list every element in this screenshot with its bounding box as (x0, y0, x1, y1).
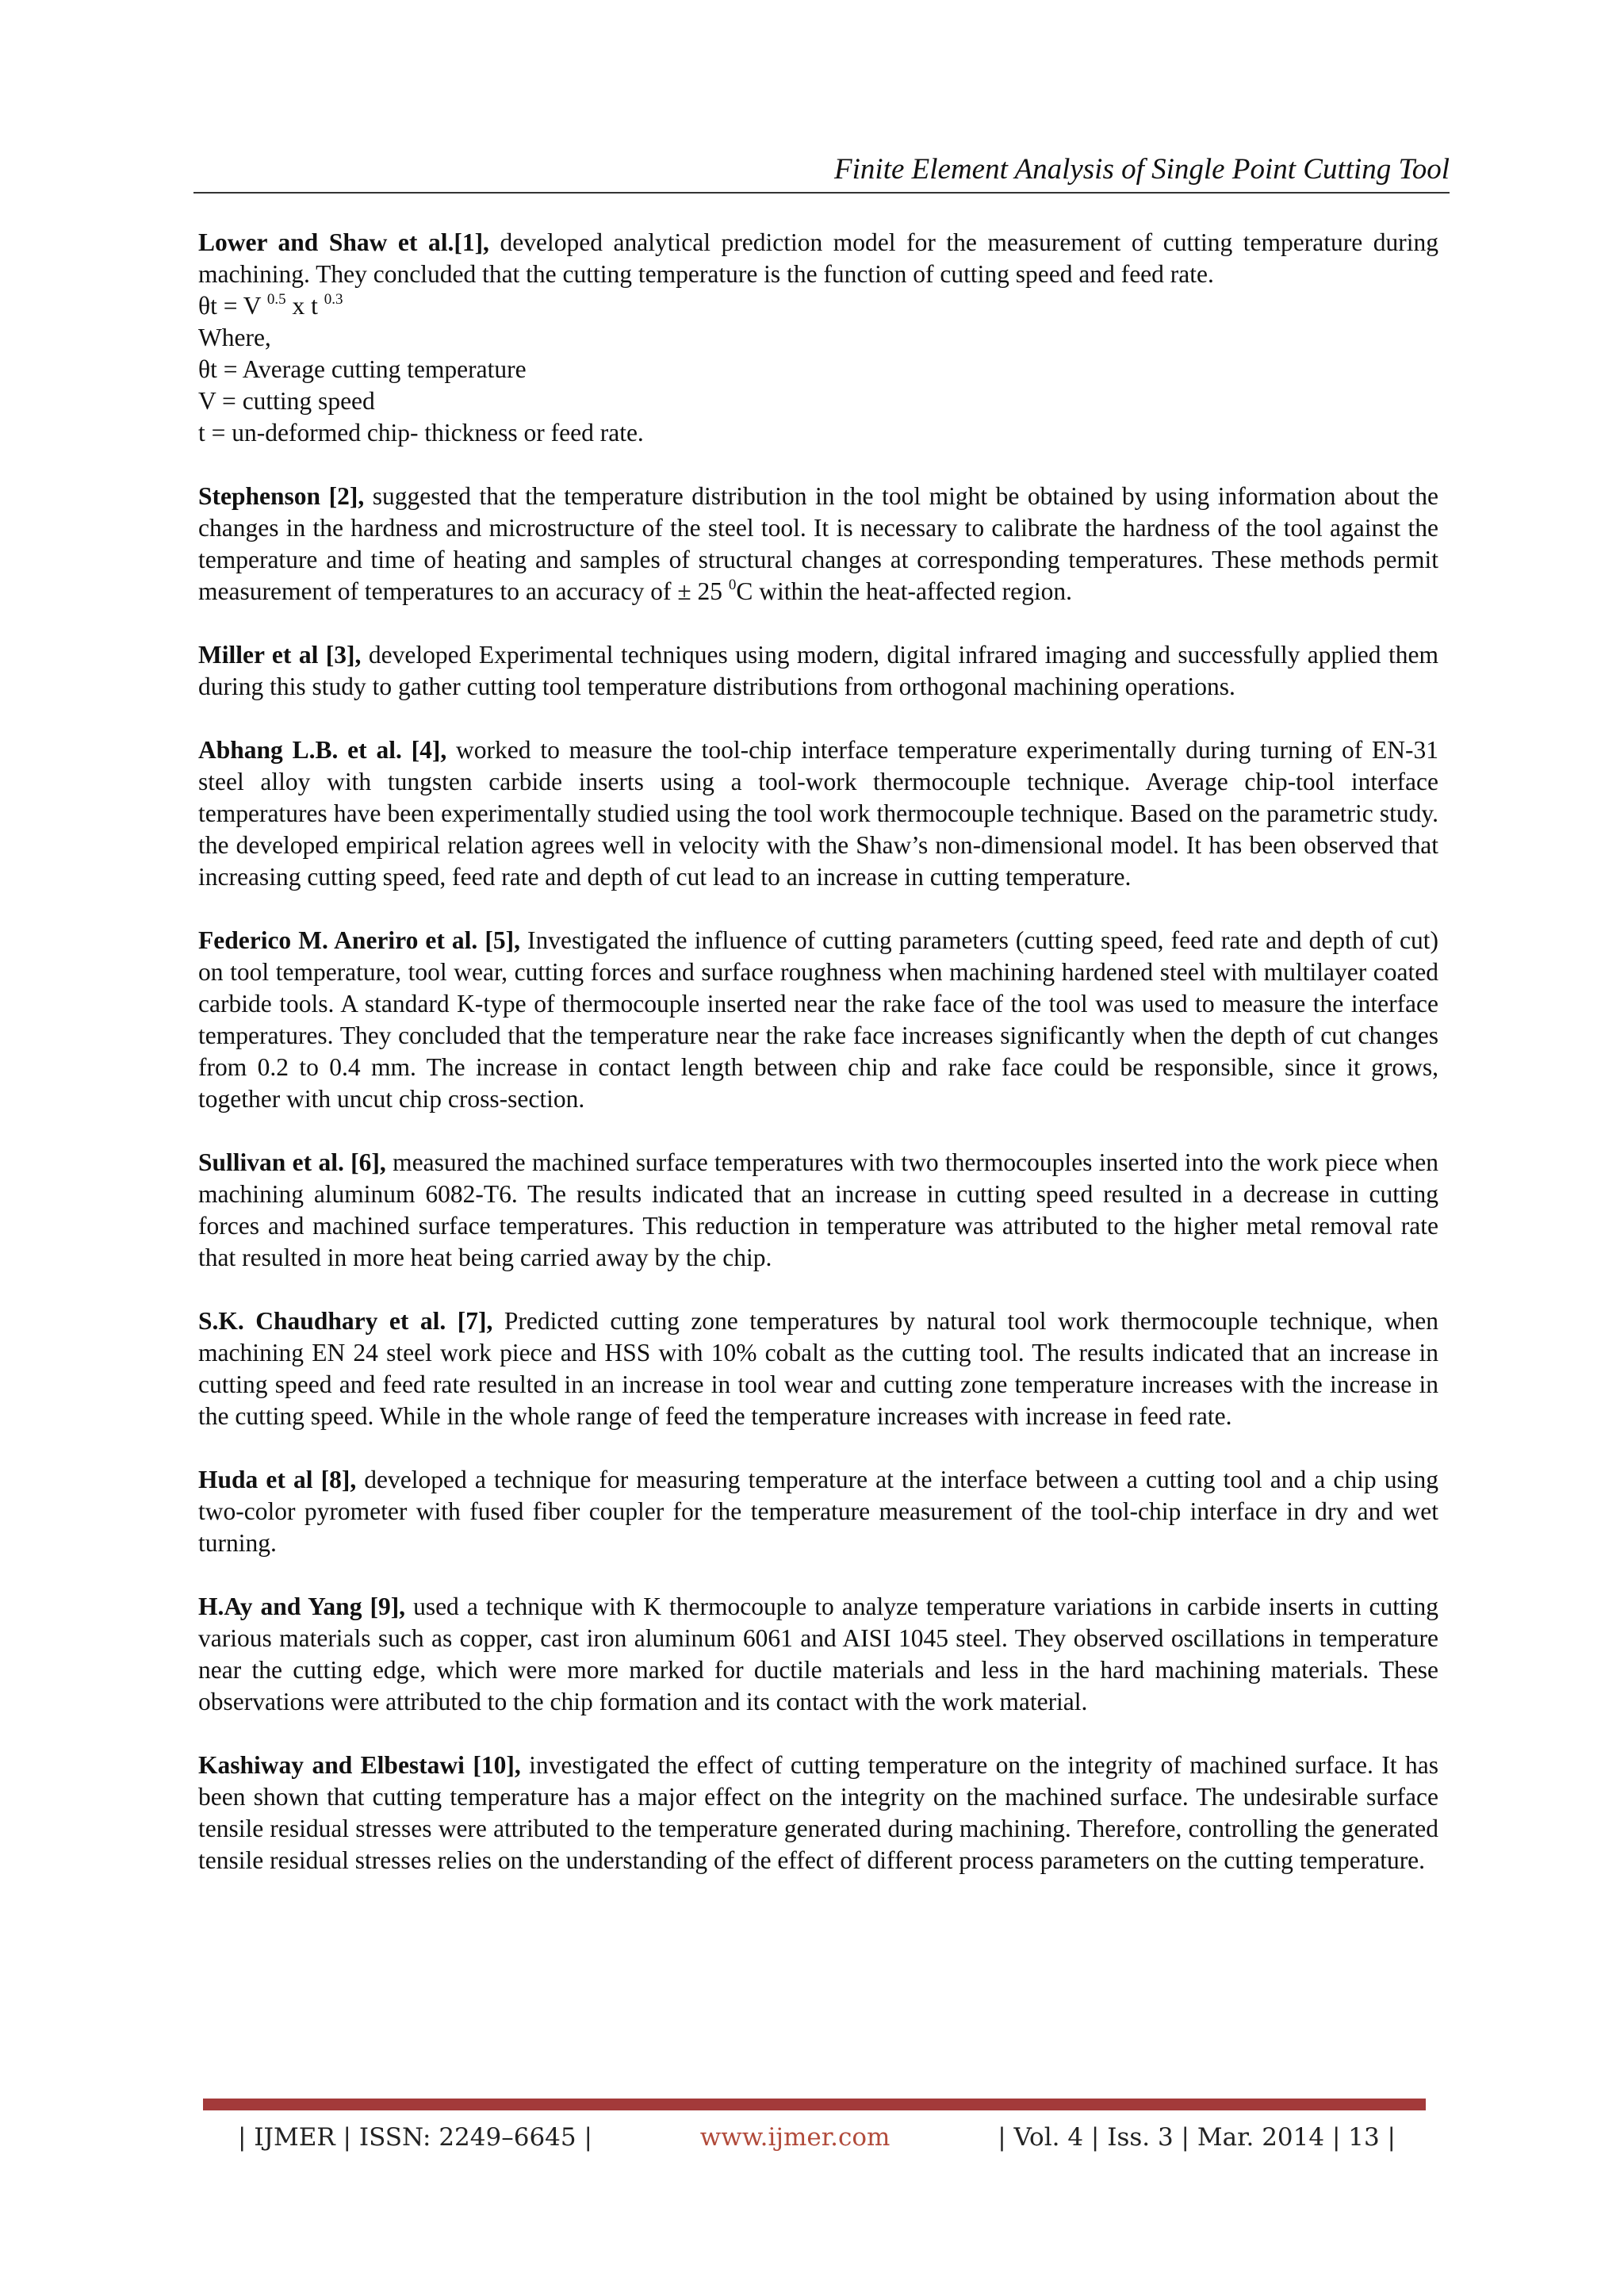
citation-lead: Kashiway and Elbestawi [10], (198, 1751, 521, 1779)
paragraph-kashiway (198, 1750, 1438, 1876)
article-body (198, 227, 1438, 1908)
running-head: Finite Element Analysis of Single Point Cutting Tool (834, 153, 1450, 186)
citation-lead: Federico M. Aneriro et al. [5], (198, 926, 520, 954)
footer-volume-issue-page: | Vol. 4 | Iss. 3 | Mar. 2014 | 13 | (998, 2123, 1396, 2152)
citation-lead: Sullivan et al. [6], (198, 1148, 386, 1176)
paragraph-text: used a technique with K thermocouple to analyze temperature variations in carbide inserts in cutting various materials such as copper, cast iron aluminum 6061 and AISI 1045 steel. They observed oscillations in temperature near the cutting edge, which were more marked for ductile materials and less in the hard machining materials. These observations were attributed to the chip formation and its contact with the work material. (198, 1593, 1438, 1715)
footer-website-link[interactable]: www.ijmer.com (699, 2123, 891, 2152)
paragraph-text: developed Experimental techniques using modern, digital infrared imaging and successfully applied them during this study to gather cutting tool temperature distributions from orthogonal machining operations. (198, 641, 1438, 700)
definition-line: t = un-deformed chip- thickness or feed rate. (198, 419, 644, 447)
paragraph-lower-shaw (198, 227, 1438, 290)
paragraph-federico (198, 925, 1438, 1115)
paragraph-text: investigated the effect of cutting temperature on the integrity of machined surface. It has been shown that cutting temperature has a major effect on the integrity on the machined surface. The undesirable surface tensile residual stresses were attributed to the temperature generated during machining. Therefore, controlling the generated tensile residual stresses relies on the understanding of the effect of different process parameters on the cutting temperature. (198, 1751, 1438, 1874)
paragraph-text: developed a technique for measuring temperature at the interface between a cutting tool and a chip using two-color pyrometer with fused fiber coupler for the temperature measurement of the tool-chip interface in dry and wet turning. (198, 1466, 1438, 1557)
exponent: 0.5 (266, 291, 286, 308)
citation-lead: Huda et al [8], (198, 1466, 357, 1493)
paragraph-stephenson: Stephenson [2], suggested that the temperature distribution in the tool might be obtained by using information about the changes in the hardness and microstructure of the steel tool. It is necessary to calibrate the hardness of the tool against the temperature and time of heating and samples of structural changes at corresponding temperatures. These methods permit measurement of temperatures to an accuracy of ± 25 $^0$C within the heat-affected region. (198, 482, 1438, 605)
paragraph-huda (198, 1464, 1438, 1559)
paragraph-text: developed analytical prediction model for the measurement of cutting temperature during machining. They concluded that the cutting temperature is the function of cutting speed and feed rate. (198, 228, 1438, 288)
paragraph-sullivan (198, 1147, 1438, 1274)
paragraph-text: measured the machined surface temperatures with two thermocouples inserted into the work piece when machining aluminum 6082-T6. The results indicated that an increase in cutting speed resulted in a decrease in cutting forces and machined surface temperatures. This reduction in temperature was attributed to the higher metal removal rate that resulted in more heat being carried away by the chip. (198, 1148, 1439, 1271)
paragraph-text: Investigated the influence of cutting parameters (cutting speed, feed rate and depth of cut) on tool temperature, tool wear, cutting forces and surface roughness when machining hardened steel with multilayer coated carbide tools. A standard K-type of thermocouple inserted near the rake face of the tool was used to measure the interface temperatures. They concluded that the temperature near the rake face increases significantly when the depth of cut changes from 0.2 to 0.4 mm. The increase in contact length between chip and rake face could be responsible, since it grows, together with uncut chip cross-section. (198, 926, 1438, 1113)
formula-block (198, 290, 1438, 449)
paragraph-abhang (198, 734, 1438, 893)
citation-lead: Lower and Shaw et al.[1], (198, 228, 489, 256)
citation-lead: H.Ay and Yang [9], (198, 1593, 406, 1620)
header-rule (193, 192, 1450, 194)
definition-line: V = cutting speed (198, 387, 375, 415)
definition-line: θt = Average cutting temperature (198, 355, 527, 383)
citation-lead: Miller et al [3], (198, 641, 362, 669)
paragraph-ay-yang (198, 1591, 1438, 1718)
paragraph-miller (198, 639, 1438, 703)
citation-lead: Stephenson [2], (198, 482, 365, 510)
footer-bar (203, 2099, 1426, 2110)
citation-lead: S.K. Chaudhary et al. [7], (198, 1307, 493, 1335)
citation-lead: Abhang L.B. et al. [4], (198, 736, 447, 764)
footer-journal-issn: | IJMER | ISSN: 2249–6645 | (238, 2123, 592, 2152)
exponent: 0.3 (324, 291, 343, 308)
where-label: Where, (198, 324, 271, 351)
page-footer (238, 2121, 1396, 2154)
paragraph-chaudhary (198, 1305, 1438, 1432)
degree-superscript: 0 (728, 577, 737, 593)
paragraph-text: Predicted cutting zone temperatures by natural tool work thermocouple technique, when machining EN 24 steel work piece and HSS with 10% cobalt as the cutting tool. The results indicated that an increase in cutting speed and feed rate resulted in an increase in tool wear and cutting zone temperature increases with the increase in the cutting speed. While in the whole range of feed the temperature increases with increase in feed rate. (198, 1307, 1439, 1430)
paragraph-text: worked to measure the tool-chip interface temperature experimentally during turning of EN-31 steel alloy with tungsten carbide inserts using a tool-work thermocouple technique. Average chip-tool interface temperatures have been experimentally studied using the tool work thermocouple technique. Based on the parametric study. the developed empirical relation agrees well in velocity with the Shaw’s non-dimensional model. It has been observed that increasing cutting speed, feed rate and depth of cut lead to an increase in cutting temperature. (198, 736, 1438, 891)
cutting-temperature-formula: θt = V $^{0.5}$ x t $^{0.3}$ (198, 291, 343, 320)
